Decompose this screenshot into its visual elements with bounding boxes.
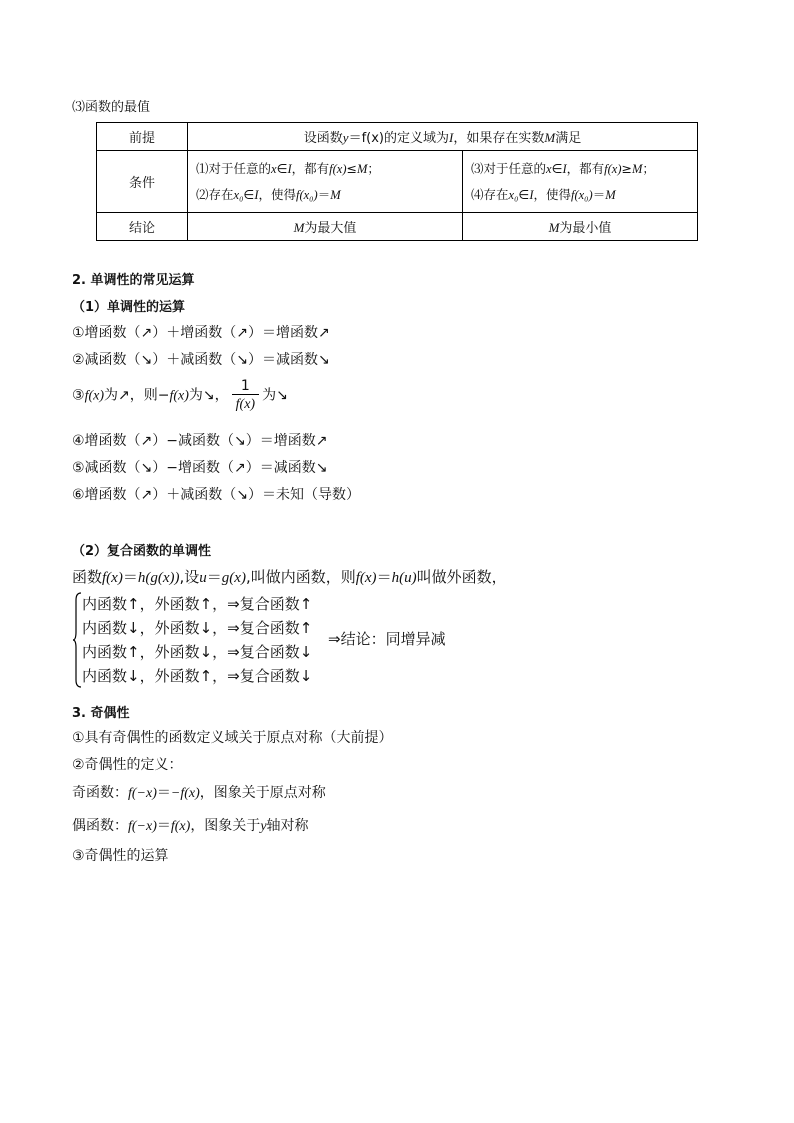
case-item: 内函数↓，外函数↓，⇒复合函数↑	[82, 619, 313, 637]
rule-3: ③f(x)为↗，则−f(x)为↘， $\frac{1}{f(x)}$ 为↘	[72, 378, 288, 412]
monotonicity-section-title: 2. 单调性的常见运算	[72, 273, 195, 288]
min-conditions-cell	[463, 151, 698, 213]
odd-function-definition: 奇函数：f(−x)＝−f(x)，图象关于原点对称	[72, 785, 326, 801]
table-row	[97, 151, 698, 213]
left-brace-icon	[72, 592, 82, 688]
table-row	[97, 213, 698, 241]
parity-item-2: ②奇偶性的定义：	[72, 757, 183, 773]
composite-conclusion: ⇒结论：同增异减	[328, 630, 446, 648]
composite-definition: 函数f(x)＝h(g(x)),设u＝g(x),叫做内函数，则f(x)＝h(u)叫做外函数，	[72, 568, 507, 586]
rule-2: ②减函数（↘）＋减函数（↘）＝减函数↘	[72, 352, 330, 368]
rule-6: ⑥增函数（↗）＋减函数（↘）＝未知（导数）	[72, 487, 361, 503]
parity-item-1: ①具有奇偶性的函数定义域关于原点对称（大前提）	[72, 730, 393, 746]
max-conditions-cell	[188, 151, 463, 213]
parity-section-title: 3. 奇偶性	[72, 706, 130, 721]
max-condition-1: ⑴对于任意的x∈I，都有f(x)≤M；	[196, 160, 380, 176]
parity-item-3: ③奇偶性的运算	[72, 848, 169, 864]
condition-label: 条件	[97, 151, 188, 213]
reciprocal-fraction: $\frac{1}{f(x)}$	[232, 378, 259, 413]
even-function-definition: 偶函数：f(−x)＝f(x)，图象关于y轴对称	[72, 818, 309, 834]
rule-5: ⑤减函数（↘）−增函数（↗）＝减函数↘	[72, 460, 328, 476]
rule-1: ①增函数（↗）＋增函数（↗）＝增函数↗	[72, 325, 330, 341]
min-condition-3: ⑶对于任意的x∈I，都有f(x)≥M；	[471, 160, 655, 176]
premise-label: 前提	[97, 123, 188, 151]
rule-4: ④增函数（↗）−减函数（↘）＝增函数↗	[72, 433, 328, 449]
monotonicity-ops-subtitle: （1）单调性的运算	[72, 300, 186, 315]
max-conclusion-cell: M为最大值	[188, 213, 463, 241]
cases-list	[82, 592, 312, 688]
min-condition-4: ⑷存在x₀∈I，使得f(x₀)＝M	[471, 186, 616, 202]
min-conclusion-cell: M为最小值	[463, 213, 698, 241]
case-item: 内函数↑，外函数↑，⇒复合函数↑	[82, 595, 313, 613]
max-min-table	[96, 122, 698, 241]
max-condition-2: ⑵存在x₀∈I，使得f(x₀)＝M	[196, 186, 341, 202]
table-row	[97, 123, 698, 151]
conclusion-label: 结论	[97, 213, 188, 241]
case-item: 内函数↓，外函数↑，⇒复合函数↓	[82, 667, 313, 685]
max-min-section-title: ⑶函数的最值	[72, 100, 151, 115]
premise-cell: 设函数y＝f(x)的定义域为I，如果存在实数M满足	[188, 123, 698, 151]
case-item: 内函数↑，外函数↓，⇒复合函数↓	[82, 643, 313, 661]
composite-subtitle: （2）复合函数的单调性	[72, 544, 212, 559]
